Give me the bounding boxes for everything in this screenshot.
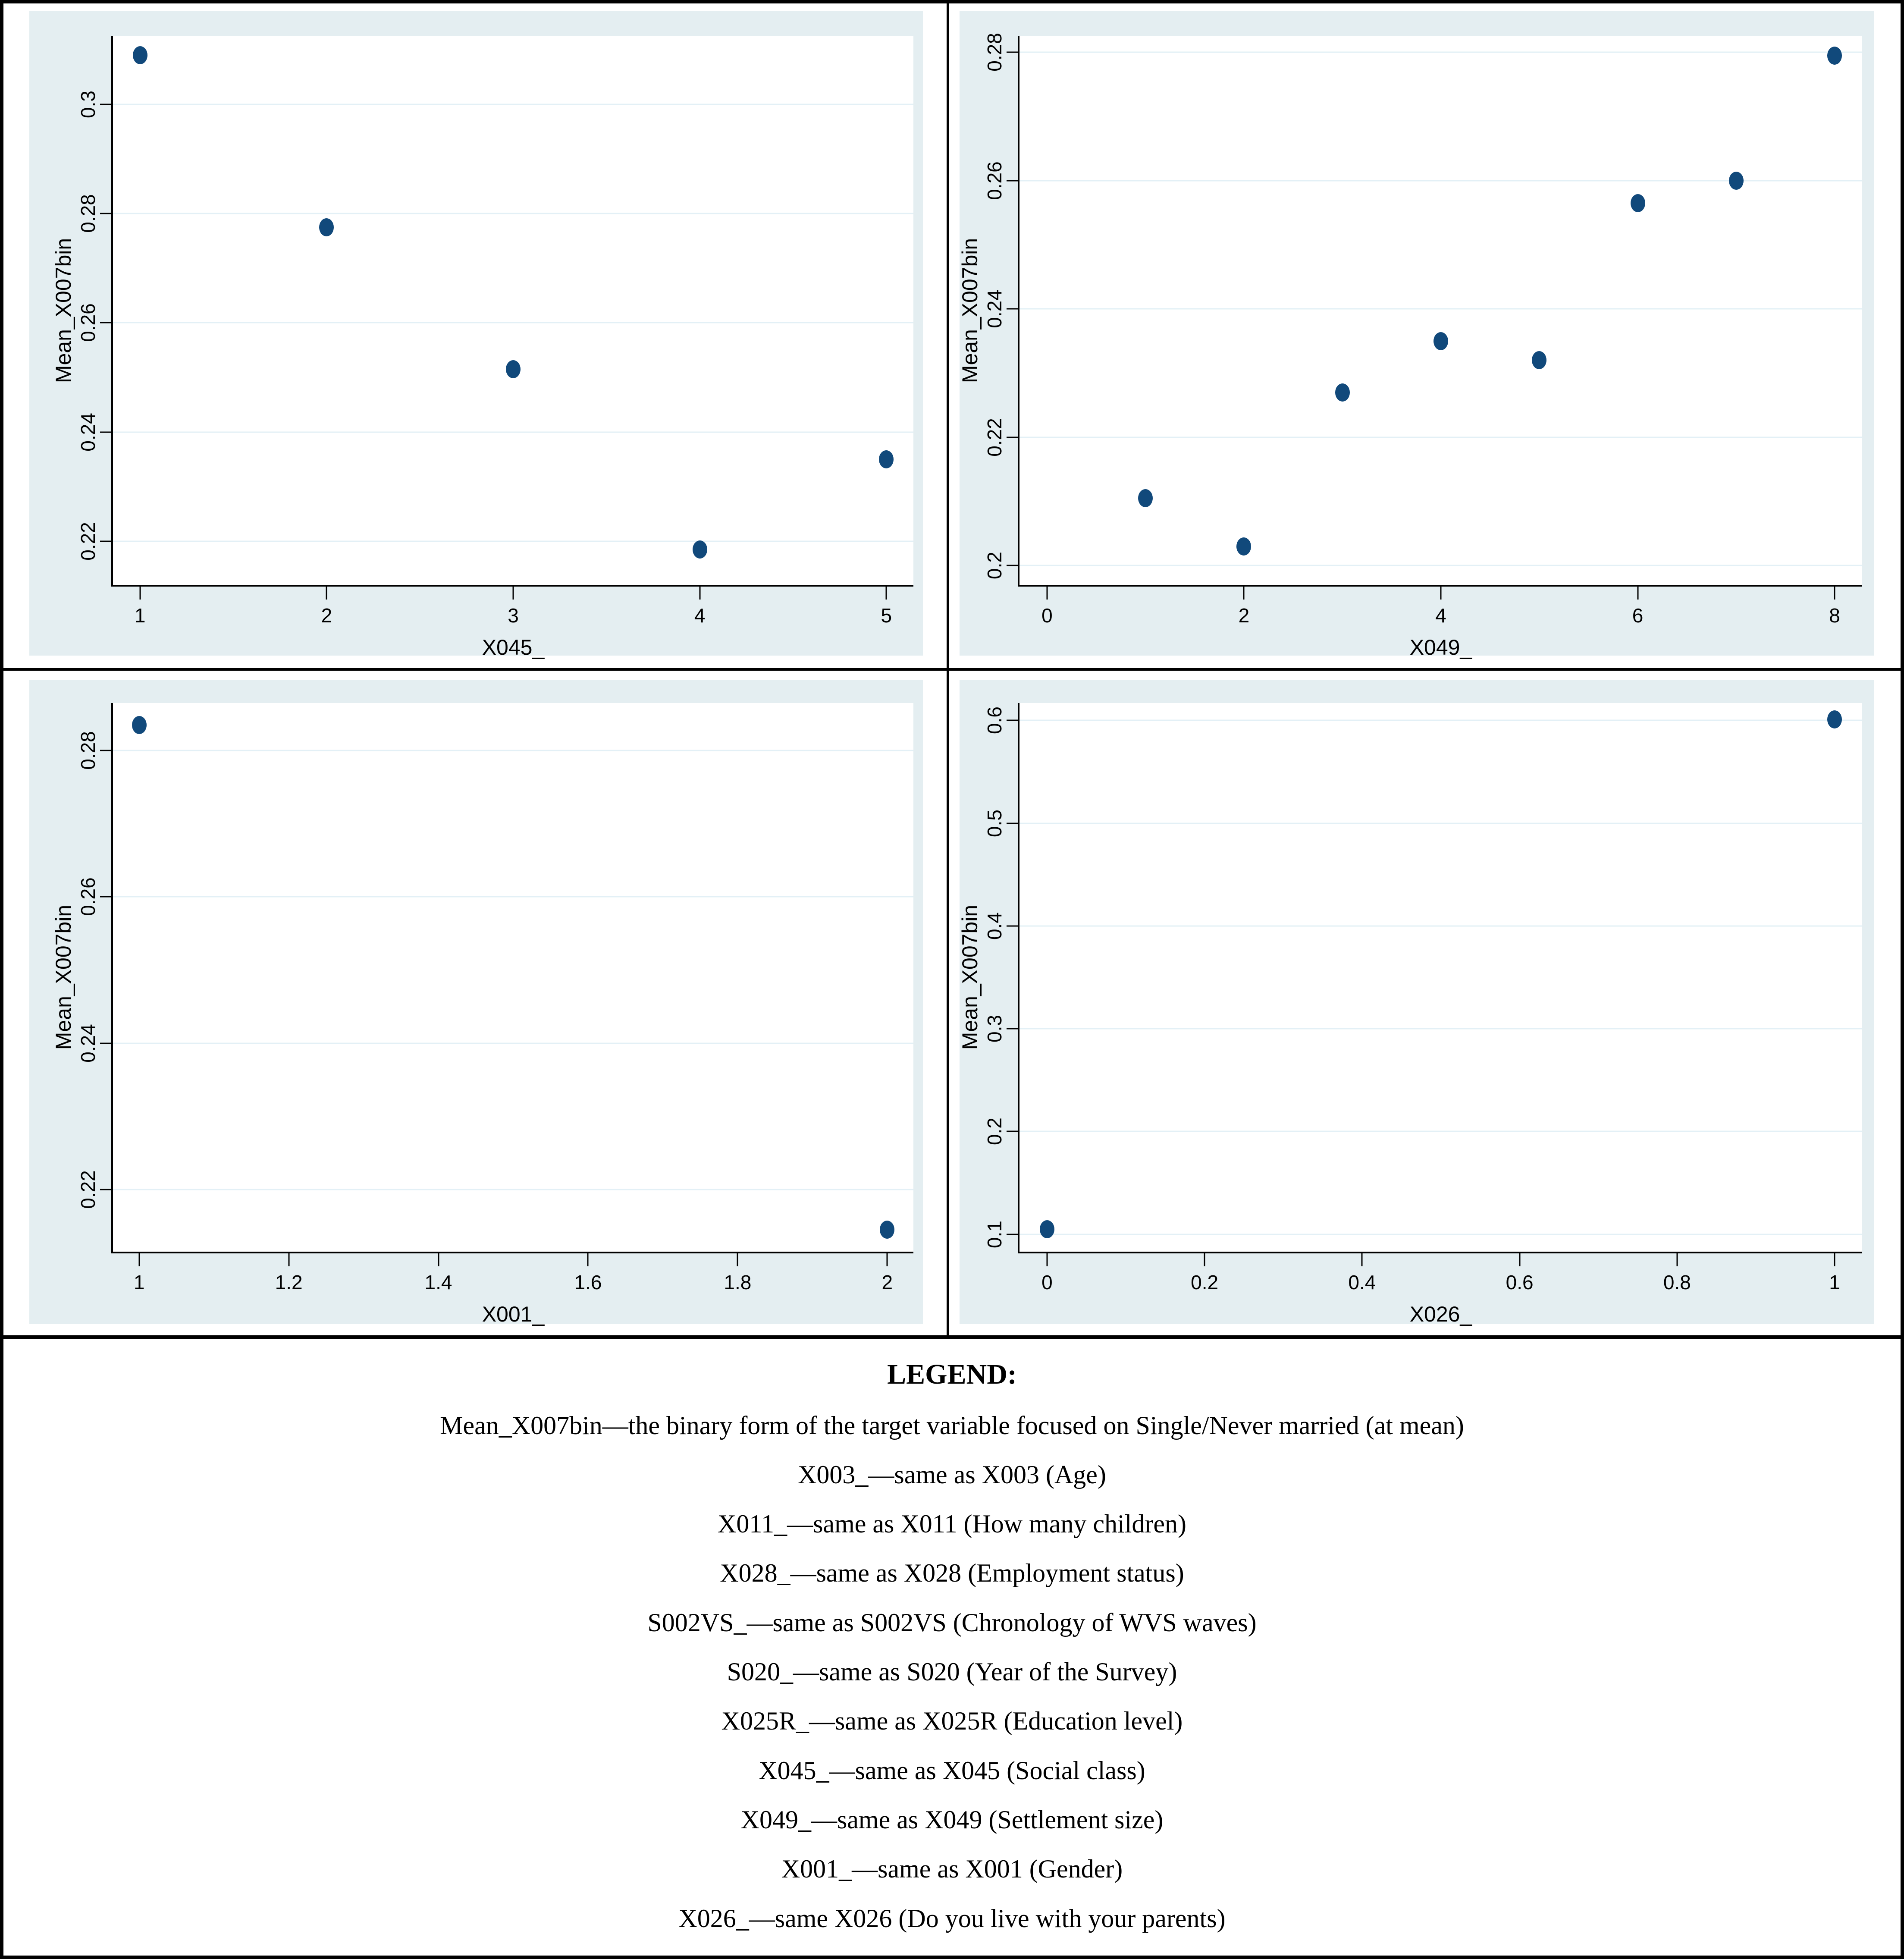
x-axis-title: X045_ xyxy=(482,635,545,659)
y-tick-label: 0.2 xyxy=(983,552,1006,580)
x-tick-label: 6 xyxy=(1632,604,1644,627)
legend-line: X025R_—same as X025R (Education level) xyxy=(721,1707,1183,1736)
x-tick-label: 2 xyxy=(881,1271,893,1293)
legend-line: S002VS_—same as S002VS (Chronology of WVS waves) xyxy=(647,1608,1257,1637)
x-tick-label: 2 xyxy=(1238,604,1250,627)
legend-line: X026_—same X026 (Do you live with your parents) xyxy=(678,1904,1226,1933)
y-tick-label: 0.6 xyxy=(983,706,1006,735)
x-tick-label: 0.4 xyxy=(1348,1271,1376,1293)
y-tick-label: 0.22 xyxy=(77,521,99,561)
x-tick-label: 0 xyxy=(1041,604,1053,627)
x-tick-label: 1 xyxy=(134,604,146,627)
x-tick-label: 2 xyxy=(321,604,332,627)
y-tick-label: 0.26 xyxy=(77,877,99,917)
x-tick-label: 4 xyxy=(1435,604,1446,627)
x-tick-label: 1.2 xyxy=(275,1271,303,1293)
y-axis-title: Mean_X007bin xyxy=(51,238,75,383)
x-tick-label: 4 xyxy=(694,604,706,627)
y-tick-label: 0.2 xyxy=(983,1118,1006,1146)
x-tick-label: 1.6 xyxy=(574,1271,602,1293)
y-tick-label: 0.22 xyxy=(983,418,1006,457)
y-tick-label: 0.5 xyxy=(983,809,1006,837)
x-tick-label: 1 xyxy=(133,1271,145,1293)
y-tick-label: 0.24 xyxy=(77,412,99,452)
y-tick-label: 0.26 xyxy=(77,303,99,342)
y-axis-title: Mean_X007bin xyxy=(51,904,75,1050)
x-tick-label: 8 xyxy=(1829,604,1840,627)
legend-line: S020_—same as S020 (Year of the Survey) xyxy=(727,1658,1177,1686)
legend-line: X045_—same as X045 (Social class) xyxy=(759,1756,1145,1785)
legend-line: X011_—same as X011 (How many children) xyxy=(718,1510,1186,1538)
legend-line: X003_—same as X003 (Age) xyxy=(798,1460,1106,1489)
y-axis-title: Mean_X007bin xyxy=(958,238,982,383)
legend-line: X001_—same as X001 (Gender) xyxy=(781,1855,1123,1884)
legend-line: Mean_X007bin—the binary form of the target variable focused on Single/Never married (at mean) xyxy=(440,1411,1464,1440)
x-tick-label: 0 xyxy=(1041,1271,1053,1293)
y-tick-label: 0.1 xyxy=(983,1220,1006,1248)
y-tick-label: 0.26 xyxy=(983,161,1006,200)
x-tick-label: 3 xyxy=(508,604,519,627)
x-tick-label: 1.4 xyxy=(424,1271,452,1293)
y-tick-label: 0.28 xyxy=(77,194,99,233)
legend-line: X028_—same as X028 (Employment status) xyxy=(720,1559,1184,1588)
x-tick-label: 0.8 xyxy=(1663,1271,1691,1293)
legend-line: X049_—same as X049 (Settlement size) xyxy=(740,1805,1164,1834)
x-tick-label: 1 xyxy=(1829,1271,1840,1293)
y-axis-title: Mean_X007bin xyxy=(958,904,982,1050)
y-tick-label: 0.28 xyxy=(77,731,99,770)
x-axis-title: X001_ xyxy=(482,1302,545,1326)
x-axis-title: X049_ xyxy=(1409,635,1472,659)
legend-heading: LEGEND: xyxy=(887,1359,1017,1391)
y-tick-label: 0.28 xyxy=(983,33,1006,72)
y-tick-label: 0.4 xyxy=(983,912,1006,940)
y-tick-label: 0.24 xyxy=(983,289,1006,329)
x-tick-label: 0.6 xyxy=(1506,1271,1534,1293)
y-tick-label: 0.24 xyxy=(77,1023,99,1063)
x-tick-label: 5 xyxy=(881,604,892,627)
y-tick-label: 0.3 xyxy=(983,1015,1006,1043)
x-tick-label: 0.2 xyxy=(1191,1271,1219,1293)
y-tick-label: 0.22 xyxy=(77,1170,99,1209)
x-tick-label: 1.8 xyxy=(724,1271,752,1293)
y-tick-label: 0.3 xyxy=(77,91,99,119)
x-axis-title: X026_ xyxy=(1409,1302,1472,1326)
